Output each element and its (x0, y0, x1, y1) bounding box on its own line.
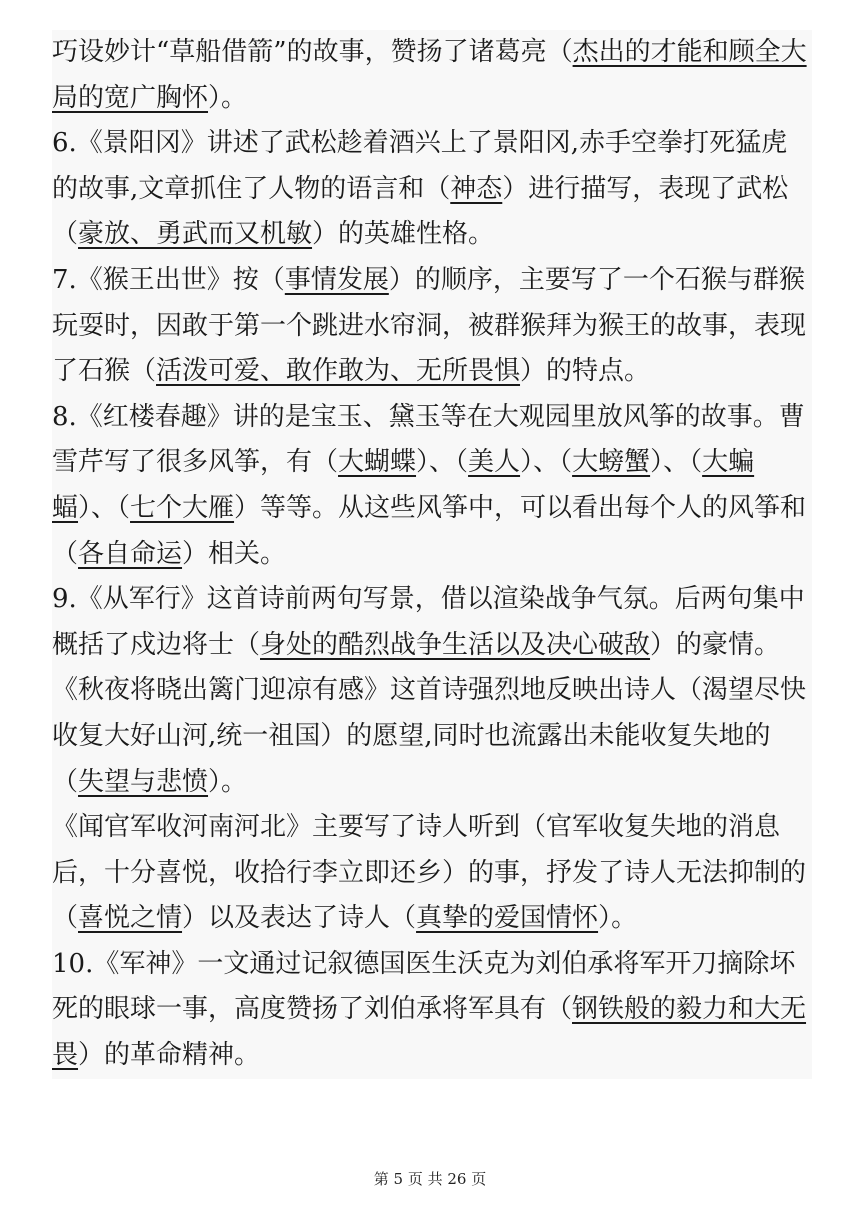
answer-blank: 喜悦之情 (78, 903, 183, 934)
paragraph-text: ）。 (208, 766, 248, 797)
paragraph-text: ）相关。 (182, 538, 287, 569)
paragraph-text: ）、（ (520, 447, 573, 478)
paragraph-text: ）。 (208, 82, 248, 113)
answer-blank: 大蝙蝠 (52, 447, 755, 523)
answer-blank: 大蝴蝶 (338, 447, 417, 478)
page-footer: 第 5 页 共 26 页 (373, 1170, 487, 1188)
answer-blank: 失望与悲愤 (78, 766, 209, 797)
paragraph-text: 《秋夜将晓出篱门迎凉有感》这首诗强烈地反映出诗人（渴望尽快收复大好山河,统一祖国）的愿望,同时也流露出未能收复失地的（ (52, 675, 807, 797)
paragraph-text: ）、（ (650, 447, 703, 478)
paragraph-text: ）。 (598, 903, 638, 934)
answer-blank: 大螃蟹 (572, 447, 651, 478)
paragraph-text: ）、（ (78, 492, 131, 523)
answer-blank: 神态 (450, 173, 503, 204)
paragraph-text: ）、（ (416, 447, 469, 478)
answer-blank: 身处的酷烈战争生活以及决心破敌 (260, 629, 651, 660)
paragraph-p8 (52, 395, 812, 577)
answer-blank: 真挚的爱国情怀 (416, 903, 599, 934)
answer-blank: 活泼可爱、敢作敢为、无所畏惧 (156, 356, 521, 387)
paragraph-text: 《闻官军收河南河北》主要写了诗人听到（官军收复失地的消息后，十分喜悦，收拾行李立即还乡）的事，抒发了诗人无法抑制的（ (52, 812, 807, 934)
paragraph-text: ）的顺序，主要写了一个石猴与群猴玩耍时，因敢于第一个跳进水帘洞，被群猴拜为猴王的故事，表现了石猴（ (52, 264, 807, 387)
paragraph-p10 (52, 942, 812, 1079)
answer-blank: 七个大雁 (130, 492, 235, 523)
paragraph-text: ）进行描写，表现了武松（ (52, 173, 789, 250)
answer-blank: 事情发展 (284, 264, 389, 295)
paragraph-text: 10.《军神》一文通过记叙德国医生沃克为刘伯承将军开刀摘除坏死的眼球一事，高度赞扬了刘伯承将军具有（ (52, 948, 796, 1025)
paragraph-text: ）以及表达了诗人（ (182, 903, 417, 934)
paragraph-p7 (52, 258, 812, 395)
paragraph-text: ）等等。从这些风筝中，可以看出每个人的风筝和（ (52, 492, 807, 569)
paragraph-p9b (52, 668, 812, 805)
paragraph-text: ）的豪情。 (650, 629, 781, 660)
paragraph-p5 (52, 30, 812, 121)
paragraph-text: ）的特点。 (520, 356, 651, 387)
paragraph-p6 (52, 121, 812, 258)
paragraph-p9c (52, 805, 812, 942)
paragraph-text: 7.《猴王出世》按（ (52, 264, 285, 295)
paragraph-text: 巧设妙计“草船借箭”的故事，赞扬了诸葛亮（ (52, 37, 573, 67)
document-body (52, 30, 812, 1079)
answer-blank: 钢铁般的毅力和大无畏 (52, 994, 807, 1071)
paragraph-text: 8.《红楼春趣》讲的是宝玉、黛玉等在大观园里放风筝的故事。曹雪芹写了很多风筝，有（ (52, 401, 805, 478)
paragraph-text: ）的英雄性格。 (312, 219, 495, 250)
answer-blank: 杰出的才能和顾全大局的宽广胸怀 (52, 37, 807, 113)
answer-blank: 美人 (468, 447, 521, 478)
paragraph-text: 9.《从军行》这首诗前两句写景，借以渲染战争气氛。后两句集中概括了戍边将士（ (52, 584, 805, 660)
paragraph-text: ）的革命精神。 (78, 1040, 261, 1071)
paragraph-text: 6.《景阳冈》讲述了武松趁着酒兴上了景阳冈,赤手空拳打死猛虎的故事,文章抓住了人物的语言和（ (52, 128, 788, 204)
answer-blank: 各自命运 (78, 538, 183, 569)
answer-blank: 豪放、勇武而又机敏 (78, 219, 313, 250)
paragraph-p9 (52, 577, 812, 668)
